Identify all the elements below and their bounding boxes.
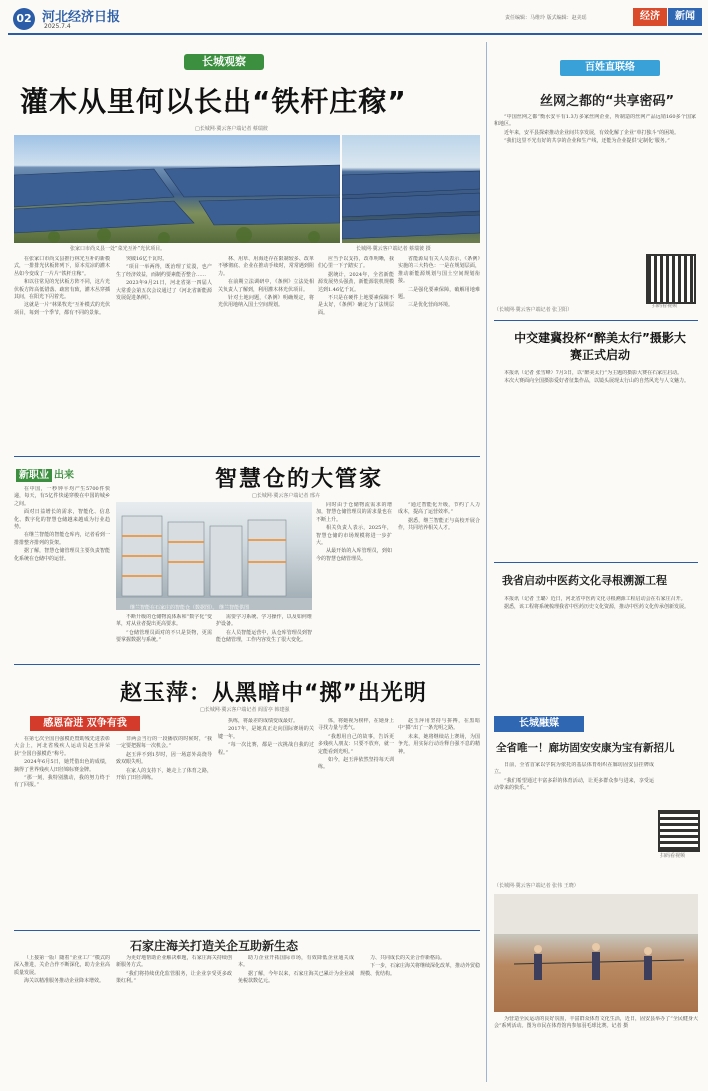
paragraph: 在人员智能运营中，从仓库管理员到智能仓储管理，工作内容发生了很大变化。	[216, 629, 312, 644]
article2-title: 智慧仓的大管家	[215, 467, 384, 492]
solar-panels-illustration	[14, 135, 340, 243]
article4-col2	[116, 955, 232, 1081]
paragraph: 据了解，智慧仓储管理员主要负责智能化系统在仓储中的运营。	[14, 548, 110, 562]
masthead	[0, 0, 708, 38]
paragraph: 在第七次全国自强模范暨助残先进表彰大会上，河北省残疾人运动员赵玉萍荣获“全国自强模范”称号。	[14, 736, 110, 757]
paragraph: “仓储管理员面对的不只是货物，更需要掌握数据与系统。”	[116, 629, 212, 644]
article1-col3	[218, 256, 314, 452]
article3-col5	[398, 718, 480, 926]
article3-byline: □长城网·冀云客户端记者 阎雷亭 韩建强	[200, 707, 290, 713]
paragraph: 应当予以支持，改革明晰，我们心里一下子踏实了。	[318, 256, 394, 270]
article2-col2	[116, 614, 212, 660]
paragraph: 省能源局有关人员表示，《条例》实施的三大特色：一是在规划层面，推动新能源规划与国土空间规划衔接。	[398, 256, 480, 285]
sidebar3-text	[494, 596, 698, 712]
paragraph: 在家人的支持下，她走上了体育之路，开始了田径训练。	[116, 767, 212, 782]
sidebar1-title: 丝网之都的“共享密码”	[540, 94, 675, 109]
article1-title: 灌木从里何以长出“铁杆庄稼”	[20, 85, 407, 118]
divider	[494, 562, 698, 563]
sidebar4-text	[494, 762, 654, 880]
paragraph: 近年来，安平县探索推动企业间共享发展，有效化解了企业“单打独斗”的困境。	[504, 129, 680, 136]
issue-date: 2025.7.4	[44, 23, 71, 30]
article2-col3	[216, 614, 312, 660]
paragraph: 下一步，石家庄海关将继续深化改革，推动外贸稳规模、优结构。	[360, 963, 480, 977]
section-economy: 经济	[633, 8, 667, 26]
sidebar4-byline: （长城网·冀云客户端记者 张伟 王晓）	[494, 883, 579, 889]
article2-col5	[398, 502, 480, 660]
article4-col4	[360, 955, 480, 1081]
paragraph: 日前，全省首家以学院为依托的基层体育组织在廊坊固安县挂牌成立。	[494, 762, 654, 776]
solar-panel-photo-right	[342, 135, 480, 243]
sidebar-divider	[486, 42, 487, 1082]
article1-photo-caption-right: 长城网·冀云客户端记者 蔡瑞彼 摄	[356, 246, 431, 252]
article1-col4b	[318, 256, 394, 452]
paragraph: 体，将她视为榜样，在她身上寻找力量与勇气。	[318, 718, 394, 732]
article2-col4	[316, 502, 392, 660]
paragraph: （上接第一版）随着“企业工厂”模式的深入推进，关企合作不断深化，助力企业高质量发展。	[14, 955, 110, 976]
article1-col1	[14, 256, 110, 452]
paragraph: “那一刻，我特别激动，我的努力终于有了回报。”	[14, 775, 110, 789]
paragraph: 助力企业开拓国际市场，有效降低企业通关成本。	[238, 955, 354, 969]
paragraph: “我想用自己的故事，告诉更多残疾人朋友：只要不放弃，就一定能看到光明。”	[318, 733, 394, 755]
paragraph: 同时由于仓储物流需求的增加，智慧仓储管理员的需求量也在不断上升。	[316, 502, 392, 523]
paragraph: 非两会当行的一段播放的时候时，“我一定要把握每一次机会。”	[116, 736, 212, 750]
paragraph: “中国丝网之都”衡水安平有1.3万多家丝网企业，所制造的丝网产品远销160多个国家和地区。	[494, 114, 696, 128]
paragraph: 本报讯（记者 张雪峰）7月3日，以“醉美太行”为主题的摄影大赛在石家庄启动。	[504, 370, 683, 376]
paragraph: 2023年9月21日，河北省第一四届人大常委会第五次会议通过了《河北省新能源发展促进条例》。	[116, 280, 212, 302]
sidebar2-text	[494, 370, 698, 556]
paper-name: 河北经济日报	[42, 10, 121, 25]
paragraph: 不断升级的仓储物流体系和“数字化”变革，对从业者提出更高要求。	[116, 614, 212, 628]
divider	[494, 320, 698, 321]
paragraph: 如今，赵玉萍依然坚持每天训练。	[318, 757, 394, 771]
article2-col1	[14, 486, 110, 658]
paragraph: 三是优化营商环境。	[408, 302, 454, 309]
article2-byline: □长城网·冀云客户端记者 邢卉	[252, 493, 320, 499]
article4-col1	[14, 955, 110, 1081]
solar-panel-photo	[14, 135, 340, 243]
masthead-rule	[8, 33, 702, 35]
page-number-badge: 02	[13, 8, 35, 30]
paragraph: 这就是一片“林果牧光”互补模式的光伏项目，每到一个季节，都有不同的景象。	[14, 302, 110, 316]
paragraph: “我们希望通过丰富多彩的体育活动，让更多群众参与进来，享受运动带来的快乐。”	[494, 777, 654, 792]
qr-code[interactable]	[646, 254, 696, 304]
article2-photo-caption: 继兰智能在石家庄的智能仓（数据图）。 继兰智能供图	[130, 605, 250, 611]
paragraph: 据统计，2024年，全省新能源发展势头强劲，新能源装机规模达到1.46亿千瓦。	[318, 271, 394, 293]
sidebar4-photo-caption	[494, 1016, 698, 1082]
sidebar4-title: 全省唯一！廊坊固安安康为宝有新招儿	[496, 742, 675, 754]
banner-people-connect: 百姓直联络	[560, 60, 660, 76]
paragraph: 为更好地帮助企业解决难题，石家庄海关持续创新服务方式。	[116, 955, 232, 969]
article3-col3	[218, 718, 314, 926]
article1-photo-caption-left: 张家口市尚义县一处“菜光互补”光伏项目。	[70, 246, 166, 252]
qr-caption: 扫码看视频	[652, 303, 678, 309]
paragraph: 据了解，今年以来，石家庄海关已累计为企业减免税款数亿元。	[238, 970, 354, 985]
paragraph: 从最开始的入库管理员，到如今的智慧仓储管理员。	[316, 548, 392, 562]
divider	[14, 664, 480, 665]
article3-col2	[116, 736, 212, 926]
paragraph: 面对日益增长的需求，智能化、信息化、数字化的智慧仓储越来越成为行业趋势。	[14, 509, 110, 531]
article1-col2	[116, 256, 212, 452]
new-profession-label: 新职业	[16, 469, 52, 482]
paragraph: 林、用草、用海还存在限制较多、改革不够彻底、企业在推动手续时，常常遇到阻力。	[218, 256, 314, 277]
sidebar2-title: 中交建冀投杯“醉美太行”摄影大赛正式启动	[514, 331, 686, 362]
qr-code[interactable]	[658, 810, 700, 852]
column-tag-great-wall-observe: 长城观察	[184, 54, 264, 70]
paragraph: “我们将持续优化监管服务，让企业享受更多政策红利。”	[116, 970, 232, 985]
paragraph: 在中国，一秒钟平均产生5700件快递，每天，有5亿件快递穿梭在中国的城乡之间。	[14, 486, 110, 507]
banner-great-wall-media: 长城融媒	[494, 716, 584, 732]
badminton-photo	[494, 894, 698, 1012]
paragraph: 本次大赛面向全国摄影爱好者征集作品，以镜头展现太行山的自然风光与人文魅力。	[504, 378, 690, 385]
column-tag-gratitude: 感恩奋进 双争有我	[30, 716, 140, 731]
warehouse-photo	[116, 502, 312, 610]
paragraph: 2024年6月5日，她凭借出色的成绩，摘得了世界残疾人田径锦标赛金牌。	[14, 759, 110, 773]
article4-col3	[238, 955, 354, 1081]
article3-col1	[14, 736, 110, 926]
new-profession-tag	[16, 466, 74, 481]
paragraph: 为营造全民运动的良好氛围，丰富群众体育文化生活，近日，固安县举办了“全民健身大会”系列活动。图为市民在体育馆内参加羽毛球比赛。记者 摄	[494, 1016, 698, 1030]
article3-col4	[318, 718, 394, 926]
paragraph: 力、共同成长的关企合作新格局。	[370, 955, 446, 961]
article1-col5	[398, 256, 480, 452]
paragraph: 据悉，该工程将系统梳理我省中医药历史文化资源，推动中医药文化传承创新发展。	[504, 604, 690, 611]
qr-caption: 扫码看视频	[660, 853, 686, 859]
sidebar1-byline: （长城网·冀云客户端记者 张卫阳）	[494, 307, 573, 313]
paragraph: 在继兰智能的智能仓库内，记者看到一排排整齐排列的货架。	[14, 532, 110, 546]
paragraph: 赵玉萍用坚持与拼搏，在黑暗中“掷”出了一条光明之路。	[398, 718, 480, 732]
paragraph: 赵玉萍不到1岁时，因一场意外高烧导致双眼失明。	[116, 751, 212, 766]
paragraph: 二是强化要素保障，破解用地难题。	[398, 286, 480, 301]
section-news: 新闻	[668, 8, 702, 26]
gym-illustration	[494, 894, 698, 1012]
paragraph: 2017年，是她真正走向国际赛场的关键一年。	[218, 726, 314, 740]
paragraph: 针对土地问题，《条例》明确规定，将光伏用地纳入国土空间规划。	[218, 295, 314, 309]
paragraph: 执练，将最差的成绩变成最好。	[228, 718, 299, 724]
paragraph: “通过智能化升级，节约了人力成本，提高了运营效率。”	[398, 502, 480, 516]
paragraph: 不只是在硬件上地要素保障不是太好，《条例》确定为了法规层面。	[318, 295, 394, 316]
warehouse-shelves-illustration	[116, 502, 312, 610]
divider	[14, 456, 480, 457]
paragraph: 未来，她将继续站上赛场，为国争光，用实际行动诠释自强不息的精神。	[398, 733, 480, 755]
paragraph: 本报讯（记者 王璐）近日，河北省中医药文化寻根溯源工程启动会在石家庄召开。	[504, 596, 686, 602]
paragraph: “项目一举两得，既治理了荒漠，也产生了经济效益，而制约要素能否整合……	[116, 264, 212, 278]
sidebar3-title: 我省启动中医药文化寻根溯源工程	[502, 574, 667, 587]
divider	[14, 930, 480, 931]
new-profession-label-2: 出来	[54, 470, 74, 481]
solar-rows-illustration	[342, 135, 480, 243]
paragraph: 需要学习系统、学习操作，以及如何维护设备。	[216, 614, 312, 628]
paragraph: 突破16亿千瓦时。	[126, 256, 168, 262]
paragraph: 海关以精准服务推动企业降本增效。	[24, 978, 105, 985]
article3-title: 赵玉萍：从黑暗中“掷”出光明	[120, 681, 427, 706]
paragraph: 相关负责人表示，2025年，智慧仓储的市场规模将进一步扩大。	[316, 525, 392, 547]
paragraph: “每一次比赛，都是一次挑战自我的过程。”	[218, 742, 314, 756]
paragraph: 在前期立法调研中，《条例》立法处相关负责人了解到，利用灌木林光伏项目。	[218, 279, 314, 293]
article4-title: 石家庄海关打造关企互助新生态	[130, 939, 299, 953]
paragraph: 在张家口市尚义县推行林光互补的新模式，一排排光伏板阵列下，原本荒凉的灌木丛如今变成了一片片“铁杆庄稼”。	[14, 256, 110, 277]
editor-credits: 责任编辑：马维玲 版式编辑：赵美瑶	[505, 15, 587, 21]
paragraph: “我们这里不光有好的共享的企业和生产线，还能为企业提供‘定制化’服务。”	[504, 138, 670, 145]
paragraph: 和以往常见的光伏板方阵不同，这片光伏板方阵高低错落、疏密有致，灌木丛穿插其间，在阳光下闪着光。	[14, 279, 110, 301]
article1-byline: □长城网·冀云客户端记者 蔡瑞彼	[195, 126, 268, 132]
paragraph: 据悉，继兰智能正与高校开展合作，共同培养相关人才。	[398, 517, 480, 532]
